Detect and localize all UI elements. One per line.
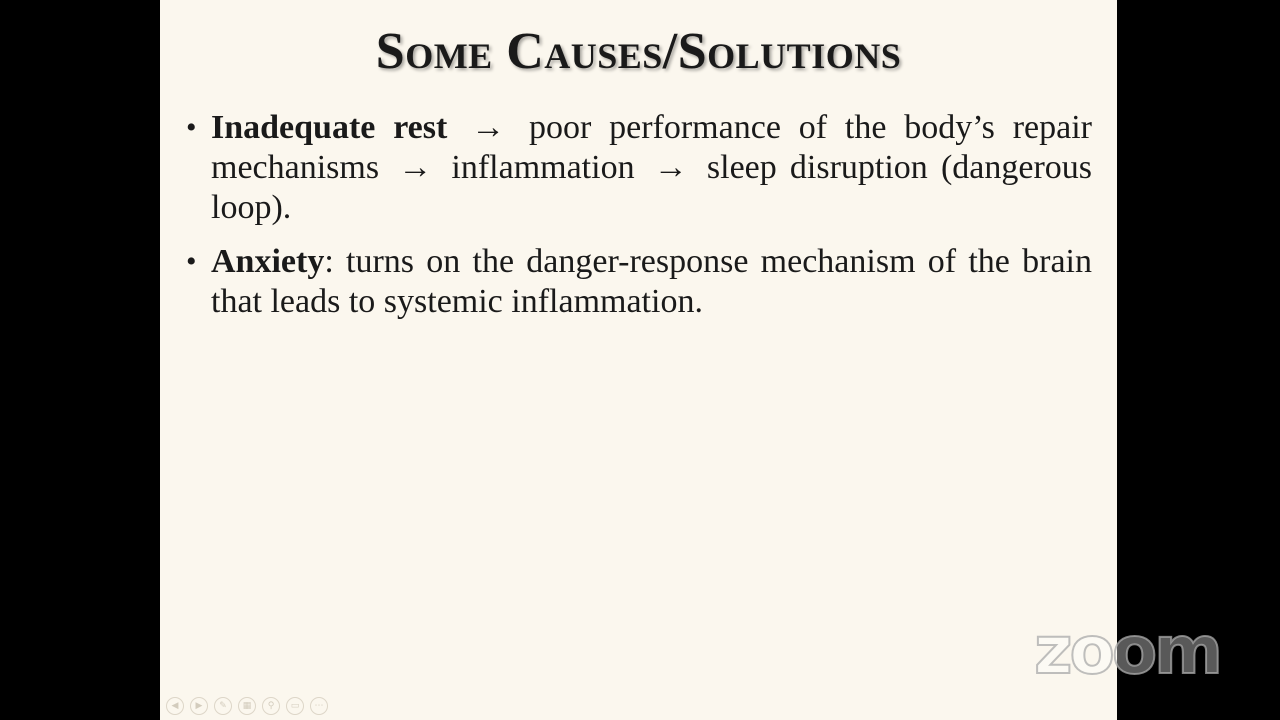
arrow-right-icon: → xyxy=(398,149,433,186)
slide-title: Some Causes/Solutions xyxy=(375,23,902,80)
bullet-dot-icon: • xyxy=(186,111,197,144)
bullet-heading: Inadequate rest xyxy=(211,109,448,146)
presentation-controls xyxy=(166,697,328,715)
bullet-heading: Anxiety xyxy=(211,243,325,280)
presentation-slide xyxy=(160,0,1117,720)
bullet-text: : turns on the danger-response mechanism of the brain that leads to systemic inflammation. xyxy=(211,243,1092,320)
bullet-list xyxy=(186,108,1092,336)
bullet-text: sleep disruption (dangerous loop). xyxy=(211,149,1093,226)
next-icon[interactable]: ▶ xyxy=(190,697,208,715)
bullet-dot-icon: • xyxy=(186,245,197,278)
slides-grid-icon[interactable]: ▦ xyxy=(238,697,256,715)
previous-icon[interactable]: ◀ xyxy=(166,697,184,715)
bullet-text: poor performance of the body’s repair mechanisms xyxy=(211,109,1093,186)
subtitles-icon[interactable]: ▭ xyxy=(286,697,304,715)
bullet-anxiety xyxy=(186,242,1092,322)
pen-icon[interactable]: ✎ xyxy=(214,697,232,715)
more-options-icon[interactable]: ⋯ xyxy=(310,697,328,715)
bullet-inadequate-rest xyxy=(186,108,1092,228)
arrow-right-icon: → xyxy=(471,109,506,146)
arrow-right-icon: → xyxy=(653,149,688,186)
bullet-text: inflammation xyxy=(451,149,635,186)
zoom-watermark-logo: zoom xyxy=(1034,612,1220,689)
zoom-in-icon[interactable]: ⚲ xyxy=(262,697,280,715)
